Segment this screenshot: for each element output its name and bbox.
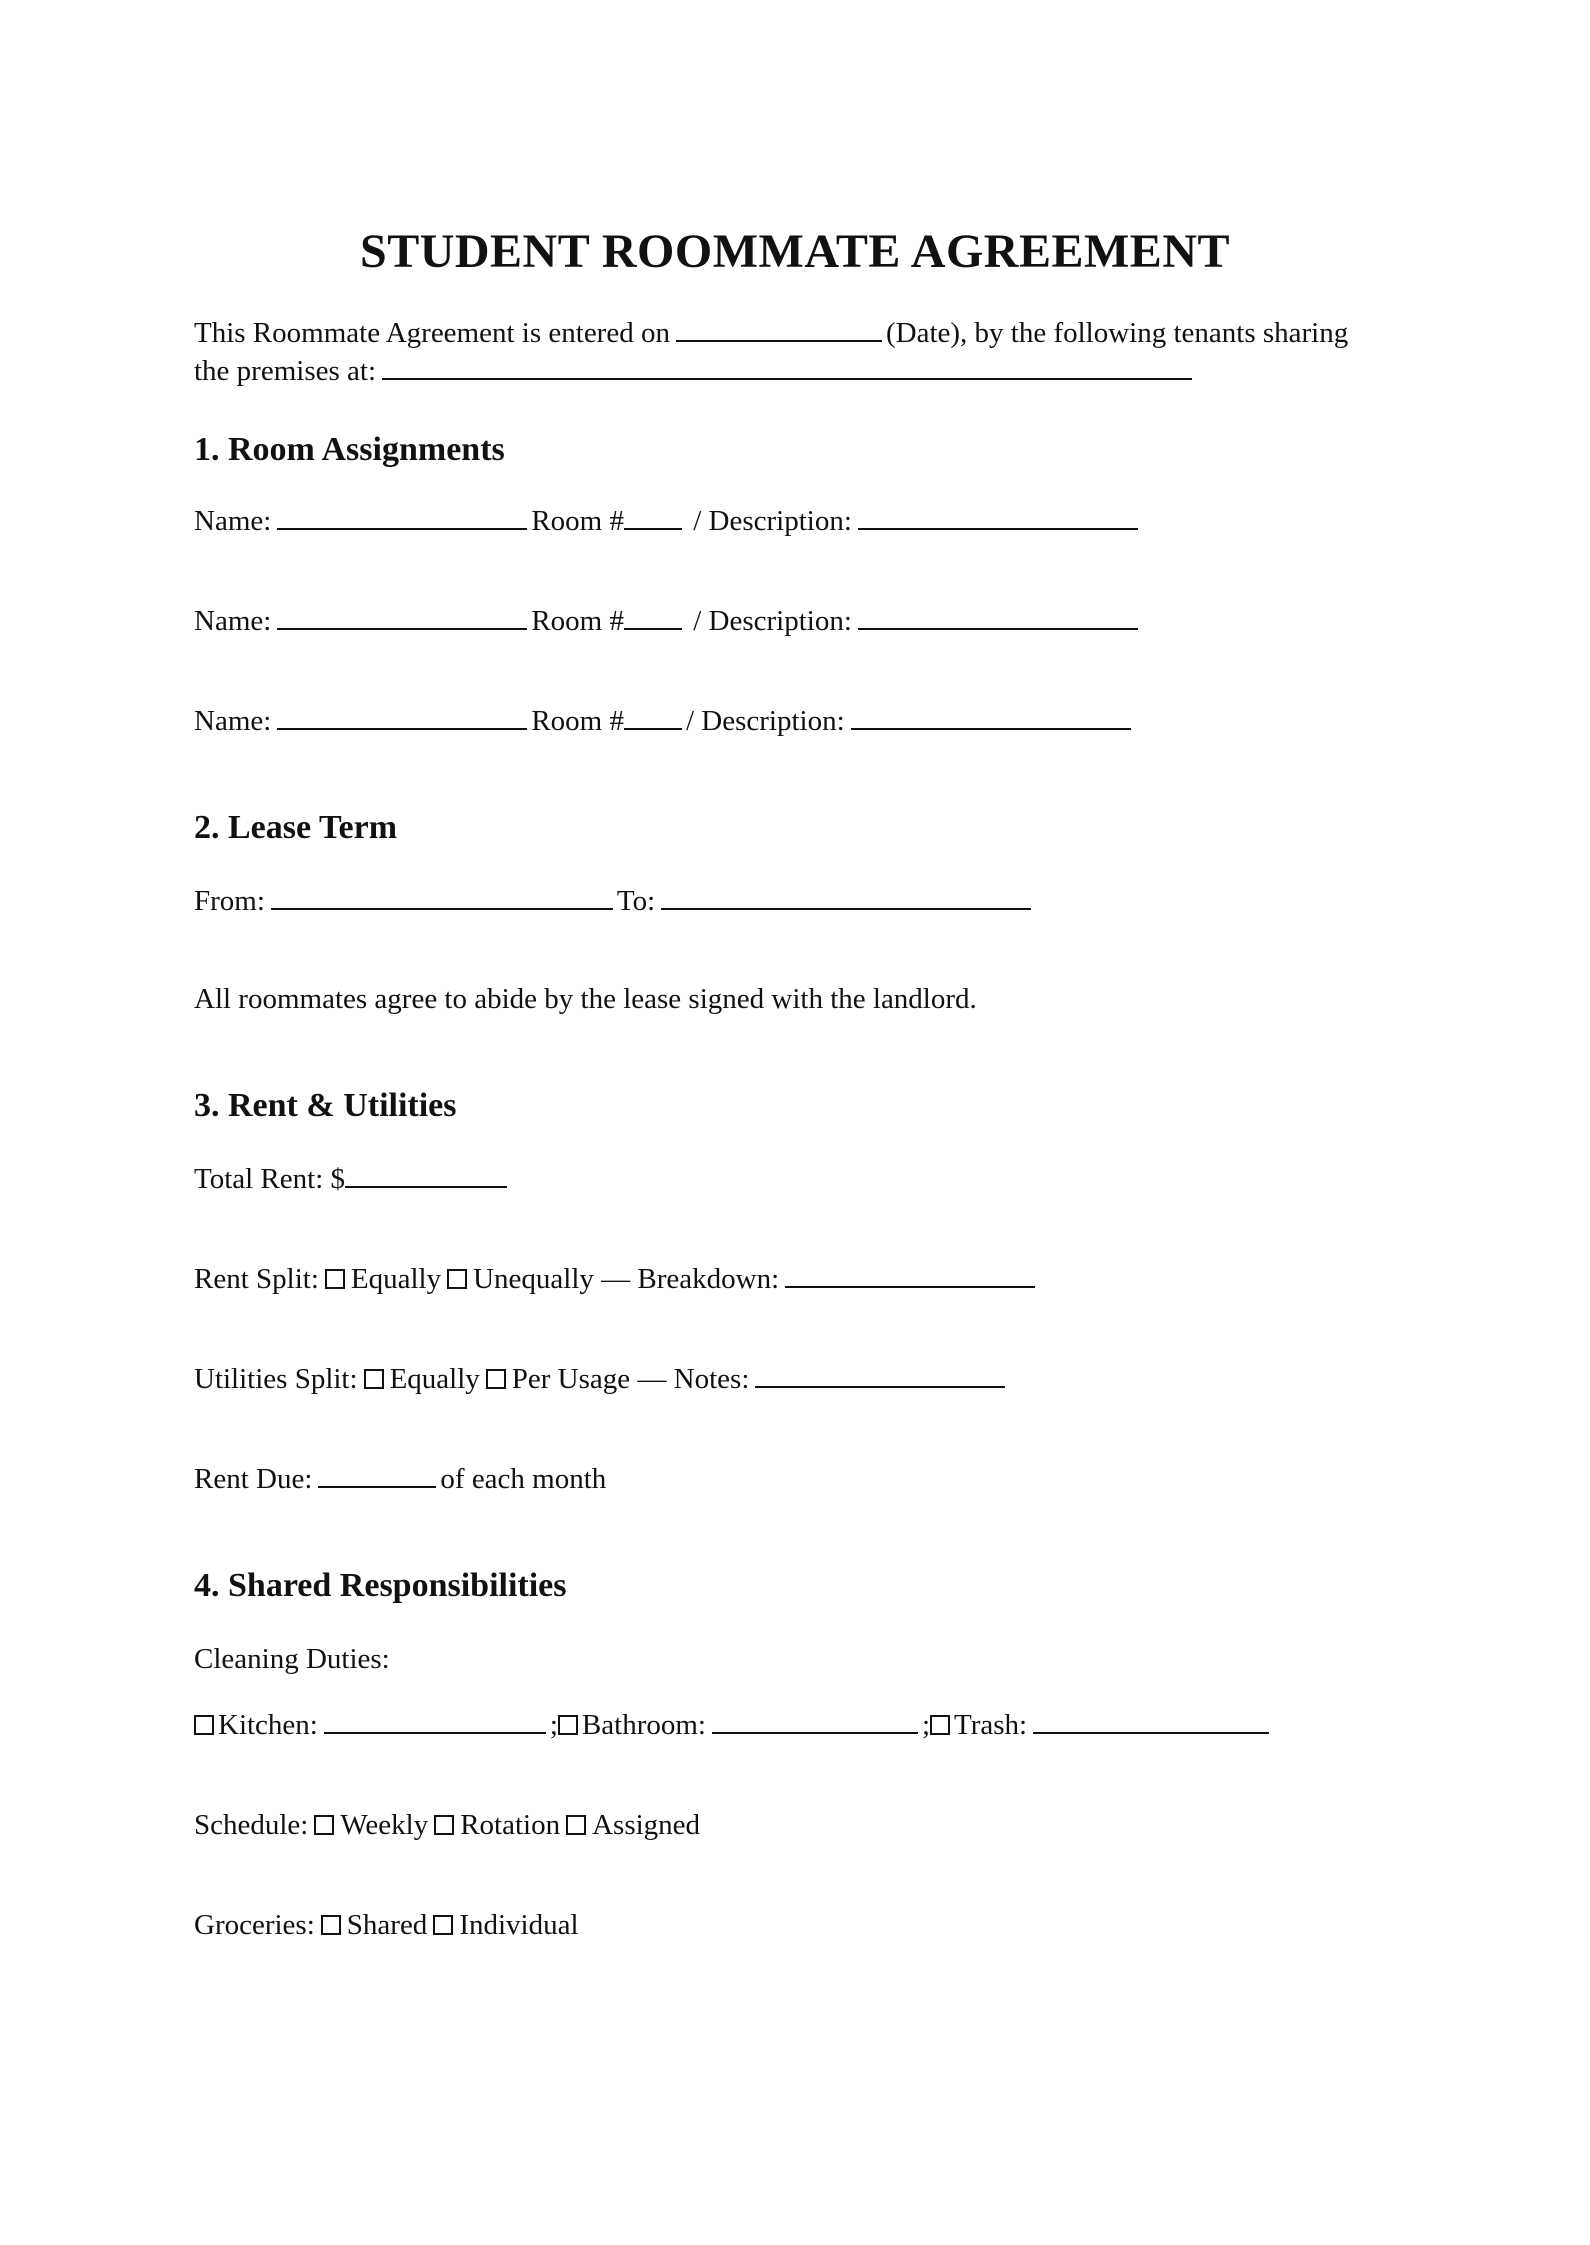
- room-assignment-row: [194, 702, 1135, 740]
- description-field-2[interactable]: [858, 606, 1138, 630]
- assigned-label: Assigned: [592, 1809, 701, 1841]
- total-rent-field[interactable]: [345, 1164, 507, 1188]
- description-label: / Description:: [693, 605, 852, 637]
- utilities-split-label: Utilities Split:: [194, 1363, 358, 1395]
- cleaning-duties-label: Cleaning Duties:: [194, 1643, 390, 1675]
- rent-split-equally-checkbox[interactable]: [325, 1269, 345, 1289]
- weekly-label: Weekly: [340, 1809, 429, 1841]
- from-label: From:: [194, 885, 265, 917]
- bathroom-field[interactable]: [712, 1710, 918, 1734]
- utilities-equally-checkbox[interactable]: [364, 1369, 384, 1389]
- schedule-weekly-checkbox[interactable]: [314, 1815, 334, 1835]
- intro-text-2: (Date), by the following tenants sharing: [885, 317, 1349, 349]
- rent-due-field[interactable]: [318, 1464, 436, 1488]
- room-label: Room #: [531, 505, 624, 537]
- name-label: Name:: [194, 605, 272, 637]
- room-number-field-1[interactable]: [624, 506, 682, 530]
- bathroom-checkbox[interactable]: [558, 1715, 578, 1735]
- trash-checkbox[interactable]: [930, 1715, 950, 1735]
- schedule-assigned-checkbox[interactable]: [566, 1815, 586, 1835]
- groceries-row: [194, 1906, 579, 1944]
- section-heading-room-assignments: 1. Room Assignments: [194, 431, 505, 468]
- lease-statement: All roommates agree to abide by the lease signed with the landlord.: [194, 983, 977, 1015]
- groceries-shared-checkbox[interactable]: [321, 1915, 341, 1935]
- section-heading-shared-responsibilities: 4. Shared Responsibilities: [194, 1567, 567, 1604]
- kitchen-checkbox[interactable]: [194, 1715, 214, 1735]
- breakdown-label: — Breakdown:: [601, 1263, 780, 1295]
- room-assignment-row: [194, 602, 1142, 640]
- schedule-label: Schedule:: [194, 1809, 309, 1841]
- utilities-split-row: [194, 1360, 1009, 1398]
- rent-split-label: Rent Split:: [194, 1263, 319, 1295]
- intro-text-1: This Roommate Agreement is entered on: [194, 317, 670, 349]
- cleaning-duties-row: [194, 1706, 1273, 1744]
- groceries-label: Groceries:: [194, 1909, 315, 1941]
- unequally-label: Unequally: [473, 1263, 594, 1295]
- room-label: Room #: [531, 705, 624, 737]
- separator: ;: [549, 1709, 558, 1741]
- section-heading-lease-term: 2. Lease Term: [194, 809, 398, 846]
- rent-split-row: [194, 1260, 1039, 1298]
- groceries-individual-checkbox[interactable]: [433, 1915, 453, 1935]
- equally-label: Equally: [389, 1363, 480, 1395]
- name-field-3[interactable]: [277, 706, 527, 730]
- rent-split-unequally-checkbox[interactable]: [447, 1269, 467, 1289]
- schedule-rotation-checkbox[interactable]: [434, 1815, 454, 1835]
- utilities-per-usage-checkbox[interactable]: [486, 1369, 506, 1389]
- intro-text-3: the premises at:: [194, 355, 377, 387]
- equally-label: Equally: [350, 1263, 442, 1295]
- kitchen-label: Kitchen:: [218, 1709, 318, 1741]
- per-usage-label: Per Usage: [511, 1363, 631, 1395]
- rent-due-label: Rent Due:: [194, 1463, 313, 1495]
- total-rent-label: Total Rent: $: [194, 1163, 346, 1195]
- room-number-field-2[interactable]: [624, 606, 682, 630]
- kitchen-field[interactable]: [324, 1710, 546, 1734]
- description-field-3[interactable]: [851, 706, 1131, 730]
- schedule-row: [194, 1806, 700, 1844]
- room-label: Room #: [531, 605, 624, 637]
- shared-label: Shared: [346, 1909, 428, 1941]
- section-heading-rent-utilities: 3. Rent & Utilities: [194, 1087, 457, 1124]
- description-label: / Description:: [685, 705, 845, 737]
- trash-label: Trash:: [954, 1709, 1028, 1741]
- total-rent-row: [194, 1160, 511, 1198]
- notes-label: — Notes:: [637, 1363, 750, 1395]
- rent-due-row: [194, 1460, 606, 1498]
- page-title: STUDENT ROOMMATE AGREEMENT: [360, 225, 1230, 278]
- bathroom-label: Bathroom:: [581, 1709, 706, 1741]
- description-label: / Description:: [693, 505, 852, 537]
- rent-due-suffix: of each month: [440, 1463, 607, 1495]
- name-field-2[interactable]: [277, 606, 527, 630]
- name-label: Name:: [194, 505, 272, 537]
- description-field-1[interactable]: [858, 506, 1138, 530]
- rotation-label: Rotation: [460, 1809, 561, 1841]
- intro-line-2: [194, 352, 1196, 390]
- individual-label: Individual: [459, 1909, 579, 1941]
- room-assignment-row: [194, 502, 1142, 540]
- name-label: Name:: [194, 705, 272, 737]
- date-field[interactable]: [676, 318, 882, 342]
- to-label: To:: [616, 885, 656, 917]
- trash-field[interactable]: [1033, 1710, 1269, 1734]
- intro-line-1: [194, 314, 1348, 352]
- lease-to-field[interactable]: [661, 886, 1031, 910]
- room-number-field-3[interactable]: [624, 706, 682, 730]
- separator: ;: [921, 1709, 931, 1741]
- utilities-notes-field[interactable]: [755, 1364, 1005, 1388]
- premises-address-field[interactable]: [382, 356, 1192, 380]
- name-field-1[interactable]: [277, 506, 527, 530]
- lease-from-field[interactable]: [271, 886, 613, 910]
- lease-term-row: [194, 882, 1035, 920]
- breakdown-field[interactable]: [785, 1264, 1035, 1288]
